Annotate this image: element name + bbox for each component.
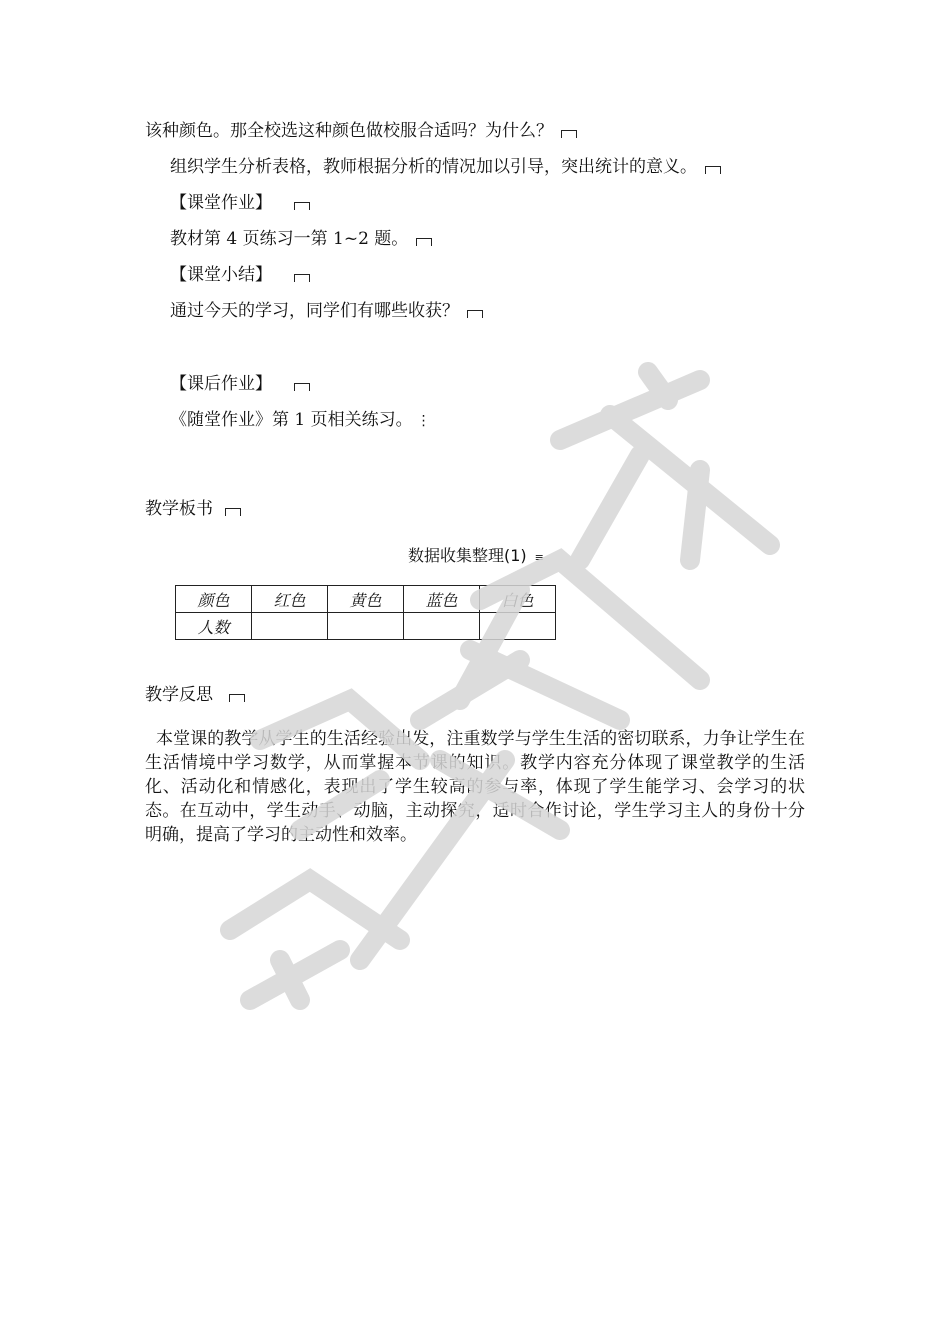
board-title bbox=[408, 543, 544, 566]
line-text: 【课堂作业】 bbox=[170, 193, 272, 213]
table-cell: 白色 bbox=[480, 586, 556, 613]
section-label-summary bbox=[170, 264, 310, 286]
line-text: 【课堂小结】 bbox=[170, 265, 272, 285]
paragraph-mark-icon bbox=[705, 166, 721, 174]
table-cell: 黄色 bbox=[328, 586, 404, 613]
paragraph-mark-icon bbox=[294, 202, 310, 210]
line-text: 组织学生分析表格，教师根据分析的情况加以引导，突出统计的意义。 bbox=[170, 157, 697, 177]
heading-text: 教学反思 bbox=[145, 685, 213, 705]
paragraph-mark-icon bbox=[467, 310, 483, 318]
section-label-homework bbox=[170, 373, 310, 395]
table-cell bbox=[480, 613, 556, 640]
line-text: 通过今天的学习，同学们有哪些收获？ bbox=[170, 301, 459, 321]
heading-text: 教学板书 bbox=[145, 499, 213, 519]
reflection-paragraph bbox=[145, 727, 805, 847]
text-line bbox=[170, 228, 432, 250]
board-table bbox=[175, 585, 556, 640]
text-line bbox=[170, 409, 431, 432]
table-cell bbox=[328, 613, 404, 640]
text-line bbox=[170, 156, 721, 178]
reflection-text: 本堂课的教学从学生的生活经验出发，注重数学与学生生活的密切联系，力争让学生在生活情境中学习数学，从而掌握本节课的知识。教学内容充分体现了课堂教学的生活化、活动化和情感化，表现出了学生较高的参与率，体现了学生能学习、会学习的状态。在互动中，学生动手、动脑，主动探究，适时合作讨论，学生学习主人的身份十分明确，提高了学习的主动性和效率。 bbox=[145, 729, 806, 845]
table-cell: 人数 bbox=[176, 613, 252, 640]
paragraph-mark-icon bbox=[294, 383, 310, 391]
table-row bbox=[176, 586, 556, 613]
section-heading-reflection bbox=[145, 680, 245, 705]
line-text: 该种颜色。那全校选这种颜色做校服合适吗？为什么？ bbox=[145, 121, 553, 141]
paragraph-mark-icon bbox=[416, 238, 432, 246]
section-break-icon: ⋮ bbox=[416, 413, 431, 429]
section-label-classwork bbox=[170, 192, 310, 214]
paragraph-mark-icon bbox=[229, 694, 245, 702]
table-cell bbox=[252, 613, 328, 640]
table-row bbox=[176, 613, 556, 640]
board-title-text: 数据收集整理(1) bbox=[408, 546, 527, 565]
text-line bbox=[145, 120, 577, 142]
line-text: 教材第 4 页练习一第 1~2 题。 bbox=[170, 229, 409, 249]
paragraph-mark-icon bbox=[294, 274, 310, 282]
paragraph-mark-icon bbox=[561, 130, 577, 138]
line-text: 《随堂作业》第 1 页相关练习。 bbox=[170, 410, 413, 430]
cell-mark-icon: ≡ bbox=[534, 551, 544, 564]
paragraph-mark-icon bbox=[225, 508, 241, 516]
table-cell: 颜色 bbox=[176, 586, 252, 613]
table-cell: 红色 bbox=[252, 586, 328, 613]
table-cell bbox=[404, 613, 480, 640]
section-heading-board bbox=[145, 494, 241, 519]
text-line bbox=[170, 300, 483, 322]
line-text: 【课后作业】 bbox=[170, 374, 272, 394]
table-cell: 蓝色 bbox=[404, 586, 480, 613]
